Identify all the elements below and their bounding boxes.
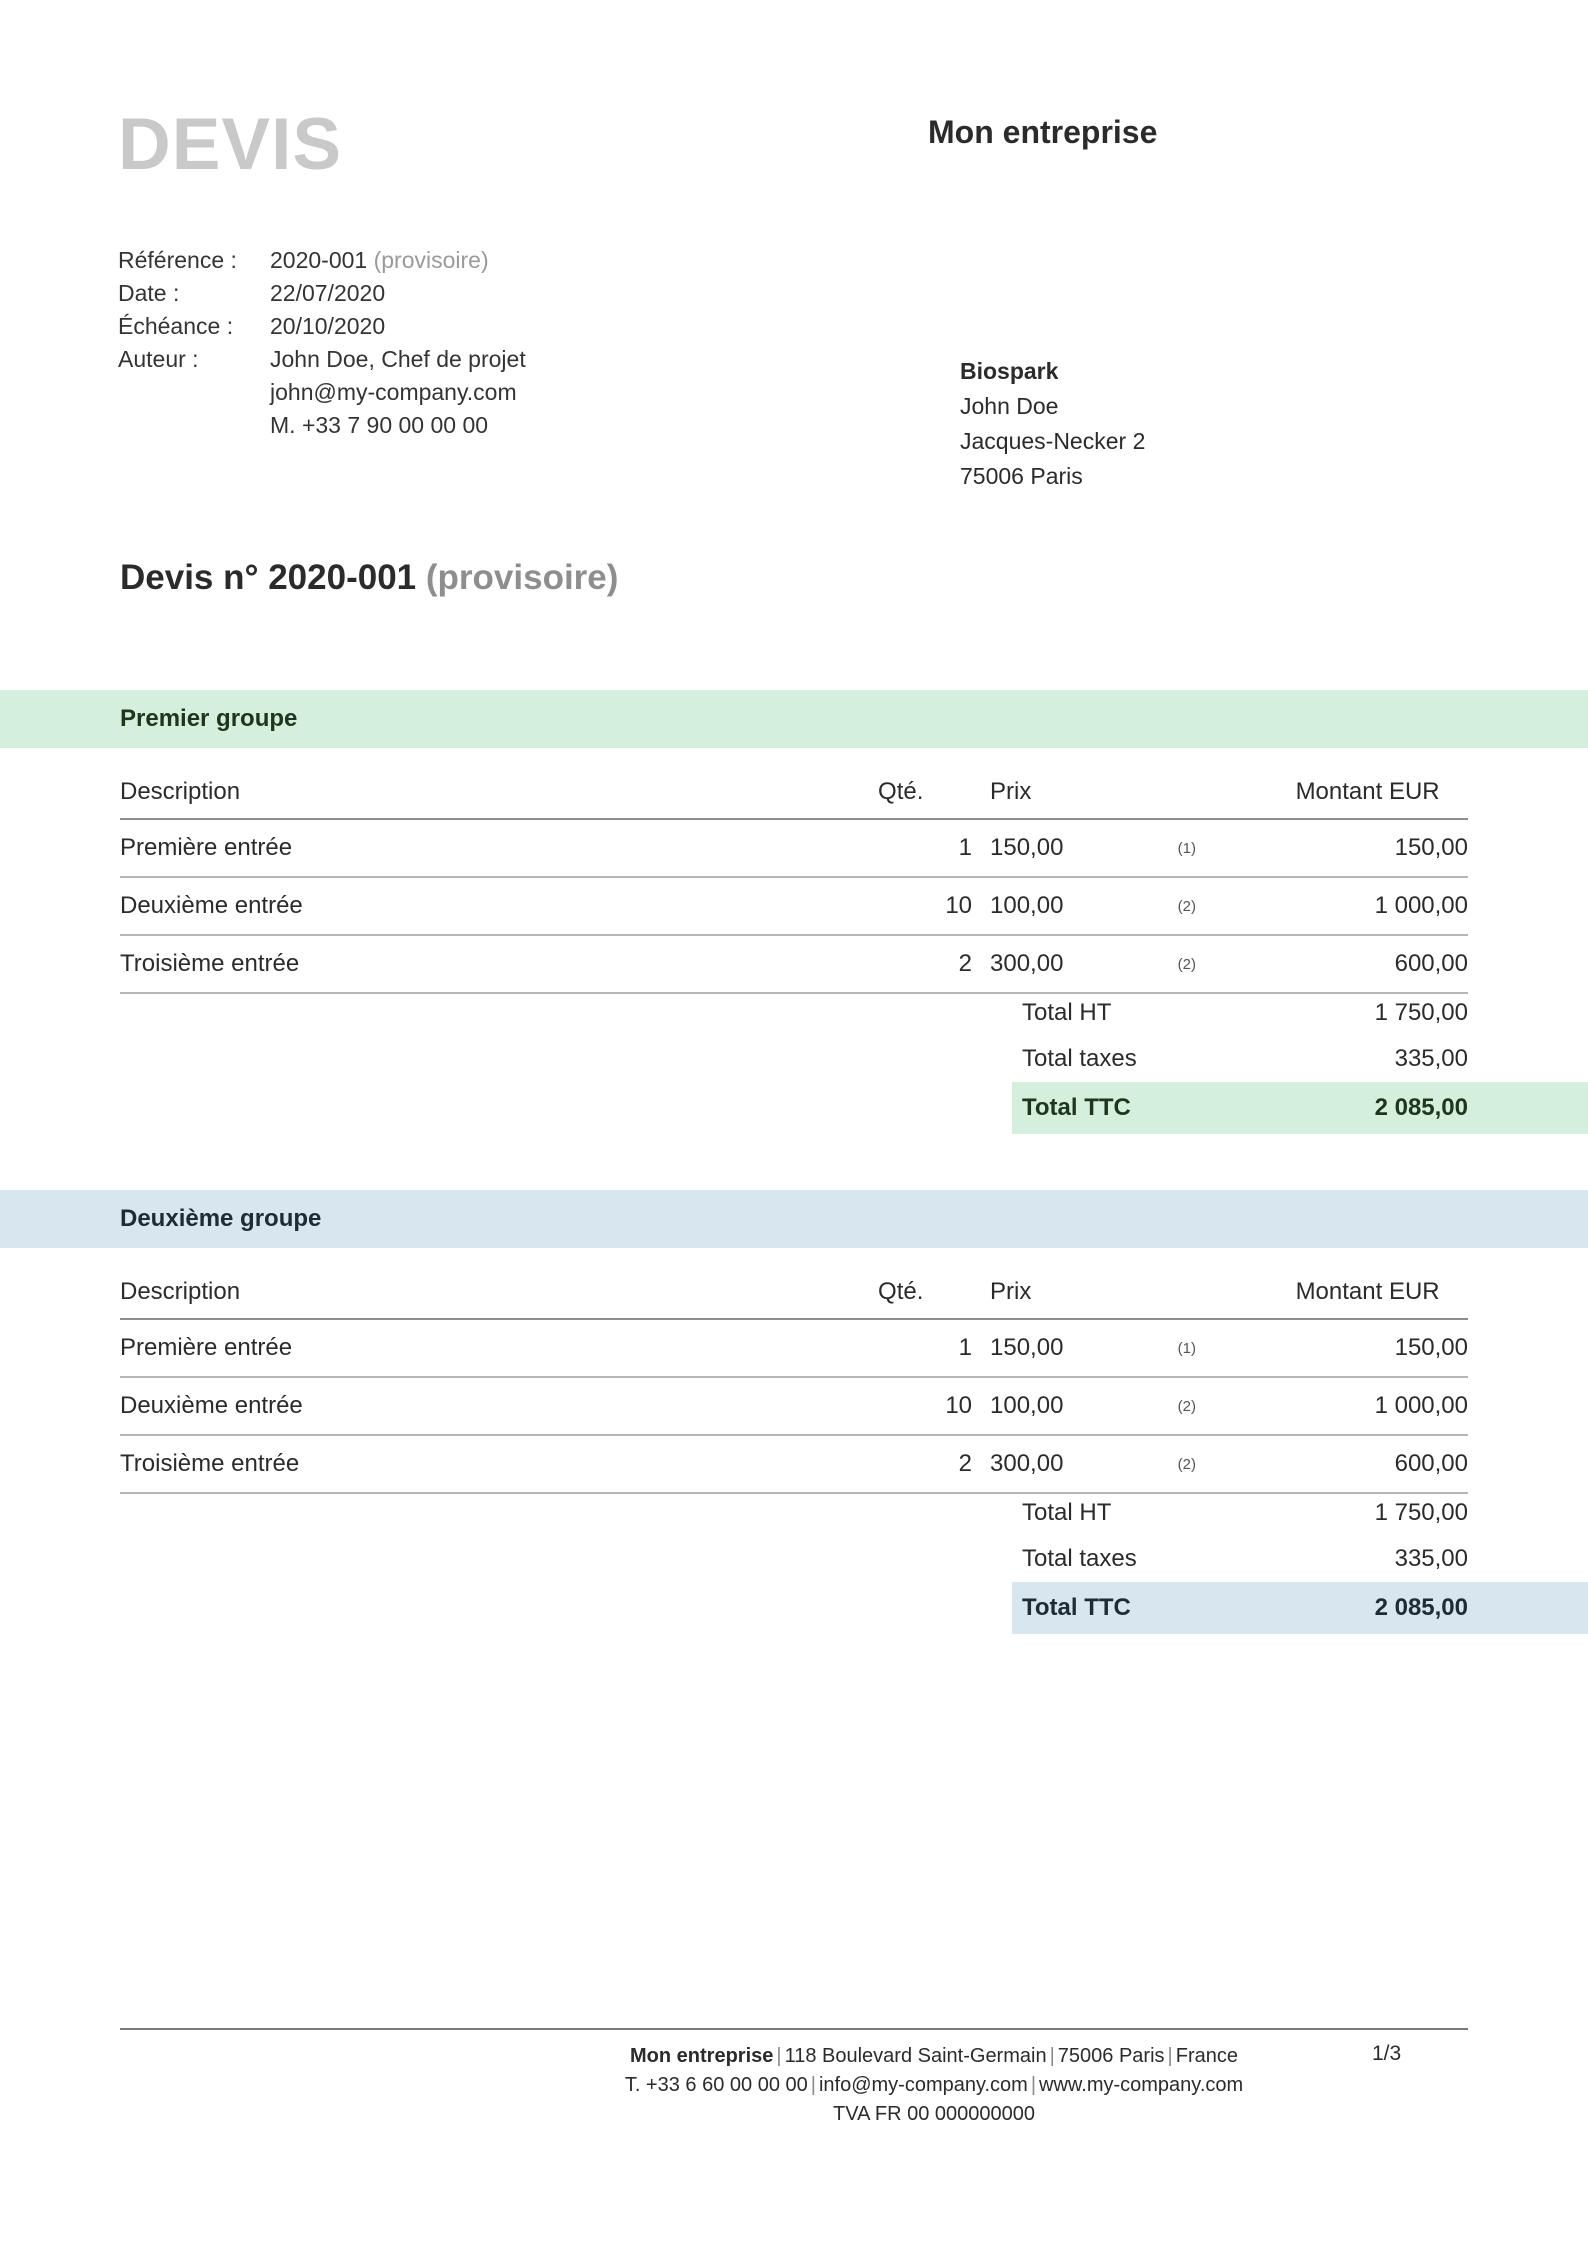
page-number: 1/3 bbox=[1372, 2042, 1402, 2065]
cell-quantity: 1 bbox=[878, 1319, 972, 1377]
footer-email[interactable]: info@my-company.com bbox=[818, 2074, 1028, 2096]
total-row-grand bbox=[1012, 1582, 1588, 1634]
date-value: 22/07/2020 bbox=[270, 280, 386, 306]
footer-separator: | bbox=[1030, 2074, 1037, 2096]
total-value-taxes: 335,00 bbox=[1394, 1045, 1468, 1072]
footer-company: Mon entreprise bbox=[630, 2045, 774, 2067]
line-item-group bbox=[0, 1190, 1588, 1621]
table-row bbox=[120, 935, 1468, 993]
reference-status-text: (provisoire) bbox=[373, 247, 489, 273]
footer-phone: T. +33 6 60 00 00 00 bbox=[624, 2074, 808, 2096]
cell-price: 300,00 bbox=[972, 1435, 1178, 1493]
total-row-subtotal bbox=[1012, 990, 1588, 1036]
cell-description: Deuxième entrée bbox=[120, 877, 878, 935]
total-label-subtotal: Total HT bbox=[1022, 1499, 1112, 1526]
page-title bbox=[120, 557, 618, 599]
table-row bbox=[120, 1319, 1468, 1377]
cell-description: Première entrée bbox=[120, 1319, 878, 1377]
cell-amount: 1 000,00 bbox=[1296, 1377, 1468, 1435]
cell-footnote-marker bbox=[1178, 1377, 1296, 1435]
cell-footnote-marker bbox=[1178, 935, 1296, 993]
group-header-bar: Premier groupe bbox=[0, 690, 1588, 748]
footer-vat-number: TVA FR 00 000000000 bbox=[833, 2103, 1035, 2125]
cell-price: 100,00 bbox=[972, 1377, 1178, 1435]
footnote-marker: (2) bbox=[1177, 1398, 1196, 1415]
table-header-row bbox=[120, 1278, 1468, 1319]
footer-postal-city: 75006 Paris bbox=[1057, 2045, 1165, 2067]
cell-description: Première entrée bbox=[120, 819, 878, 877]
reference-label: Référence : bbox=[118, 247, 237, 273]
reference-value bbox=[270, 244, 526, 277]
cell-quantity: 10 bbox=[878, 877, 972, 935]
cell-amount: 1 000,00 bbox=[1296, 877, 1468, 935]
cell-amount: 150,00 bbox=[1296, 1319, 1468, 1377]
total-row-taxes bbox=[1012, 1536, 1588, 1582]
footer-separator: | bbox=[810, 2074, 816, 2096]
line-items-table bbox=[120, 778, 1468, 994]
meta-row-author bbox=[118, 343, 526, 442]
footnote-marker: (2) bbox=[1177, 1456, 1196, 1473]
meta-row-reference bbox=[118, 244, 526, 277]
cell-price: 100,00 bbox=[972, 877, 1178, 935]
footnote-marker: (1) bbox=[1177, 840, 1196, 857]
cell-description: Troisième entrée bbox=[120, 935, 878, 993]
cell-quantity: 10 bbox=[878, 1377, 972, 1435]
cell-amount: 600,00 bbox=[1296, 935, 1468, 993]
meta-row-date bbox=[118, 277, 526, 310]
table-row bbox=[120, 877, 1468, 935]
cell-footnote-marker bbox=[1178, 877, 1296, 935]
group-totals bbox=[1012, 1490, 1588, 1634]
column-header-quantity: Qté. bbox=[878, 778, 972, 819]
total-value-grand: 2 085,00 bbox=[1374, 1094, 1468, 1121]
column-header-price: Prix bbox=[972, 1278, 1178, 1319]
total-row-grand bbox=[1012, 1082, 1588, 1134]
reference-number: 2020-001 bbox=[270, 247, 368, 273]
line-item-group bbox=[0, 690, 1588, 1121]
total-row-taxes bbox=[1012, 1036, 1588, 1082]
line-items-table bbox=[120, 1278, 1468, 1494]
column-header-amount: Montant EUR bbox=[1296, 1278, 1468, 1319]
column-header-description: Description bbox=[120, 778, 878, 819]
footnote-marker: (1) bbox=[1177, 1340, 1196, 1357]
footer-separator: | bbox=[1167, 2045, 1173, 2067]
author-value bbox=[270, 343, 526, 442]
document-meta-block bbox=[118, 244, 526, 442]
meta-row-due-date bbox=[118, 310, 526, 343]
cell-quantity: 2 bbox=[878, 935, 972, 993]
due-date-label: Échéance : bbox=[118, 313, 234, 339]
cell-description: Deuxième entrée bbox=[120, 1377, 878, 1435]
author-email: john@my-company.com bbox=[270, 379, 517, 405]
page-footer bbox=[400, 2028, 1468, 2129]
footnote-marker: (2) bbox=[1177, 898, 1196, 915]
total-row-subtotal bbox=[1012, 1490, 1588, 1536]
column-header-description: Description bbox=[120, 1278, 878, 1319]
document-type-watermark: DEVIS bbox=[118, 104, 343, 185]
total-value-grand: 2 085,00 bbox=[1374, 1594, 1468, 1621]
group-header-bar: Deuxième groupe bbox=[0, 1190, 1588, 1248]
author-name: John Doe, Chef de projet bbox=[270, 346, 526, 372]
footer-line-3 bbox=[400, 2100, 1468, 2129]
footer-country: France bbox=[1175, 2045, 1238, 2067]
cell-price: 300,00 bbox=[972, 935, 1178, 993]
client-company: Biospark bbox=[960, 358, 1059, 384]
cell-footnote-marker bbox=[1178, 1435, 1296, 1493]
footer-line-1 bbox=[400, 2028, 1468, 2071]
client-street: Jacques-Necker 2 bbox=[960, 428, 1146, 454]
client-contact: John Doe bbox=[960, 393, 1059, 419]
table-row bbox=[120, 819, 1468, 877]
cell-quantity: 2 bbox=[878, 1435, 972, 1493]
date-label: Date : bbox=[118, 280, 180, 306]
footnote-marker: (2) bbox=[1177, 956, 1196, 973]
cell-footnote-marker bbox=[1178, 819, 1296, 877]
column-header-amount: Montant EUR bbox=[1296, 778, 1468, 819]
cell-price: 150,00 bbox=[972, 819, 1178, 877]
total-label-taxes: Total taxes bbox=[1022, 1545, 1137, 1572]
column-header-note bbox=[1178, 778, 1296, 819]
table-header-row bbox=[120, 778, 1468, 819]
footer-website[interactable]: www.my-company.com bbox=[1039, 2074, 1244, 2096]
total-value-taxes: 335,00 bbox=[1394, 1545, 1468, 1572]
page-title-prefix: Devis n° 2020-001 bbox=[120, 558, 417, 597]
table-row bbox=[120, 1377, 1468, 1435]
document-header bbox=[0, 0, 1588, 540]
cell-price: 150,00 bbox=[972, 1319, 1178, 1377]
group-totals bbox=[1012, 990, 1588, 1134]
client-city: 75006 Paris bbox=[960, 463, 1083, 489]
client-address-block bbox=[960, 354, 1145, 494]
column-header-quantity: Qté. bbox=[878, 1278, 972, 1319]
total-label-taxes: Total taxes bbox=[1022, 1045, 1137, 1072]
cell-footnote-marker bbox=[1178, 1319, 1296, 1377]
author-phone: M. +33 7 90 00 00 00 bbox=[270, 412, 489, 438]
cell-quantity: 1 bbox=[878, 819, 972, 877]
footer-separator: | bbox=[776, 2045, 782, 2067]
footer-separator: | bbox=[1049, 2045, 1055, 2067]
page-title-status: (provisoire) bbox=[425, 558, 619, 597]
column-header-price: Prix bbox=[972, 778, 1178, 819]
total-label-subtotal: Total HT bbox=[1022, 999, 1112, 1026]
footer-address: 118 Boulevard Saint-Germain bbox=[784, 2045, 1047, 2067]
column-header-note bbox=[1178, 1278, 1296, 1319]
footer-line-2 bbox=[400, 2071, 1468, 2100]
cell-amount: 150,00 bbox=[1296, 819, 1468, 877]
total-value-subtotal: 1 750,00 bbox=[1374, 999, 1468, 1026]
issuer-company-name: Mon entreprise bbox=[928, 114, 1158, 150]
author-label: Auteur : bbox=[118, 346, 199, 372]
total-value-subtotal: 1 750,00 bbox=[1374, 1499, 1468, 1526]
total-label-grand: Total TTC bbox=[1022, 1094, 1131, 1121]
table-row bbox=[120, 1435, 1468, 1493]
cell-description: Troisième entrée bbox=[120, 1435, 878, 1493]
total-label-grand: Total TTC bbox=[1022, 1594, 1131, 1621]
cell-amount: 600,00 bbox=[1296, 1435, 1468, 1493]
due-date-value: 20/10/2020 bbox=[270, 313, 386, 339]
